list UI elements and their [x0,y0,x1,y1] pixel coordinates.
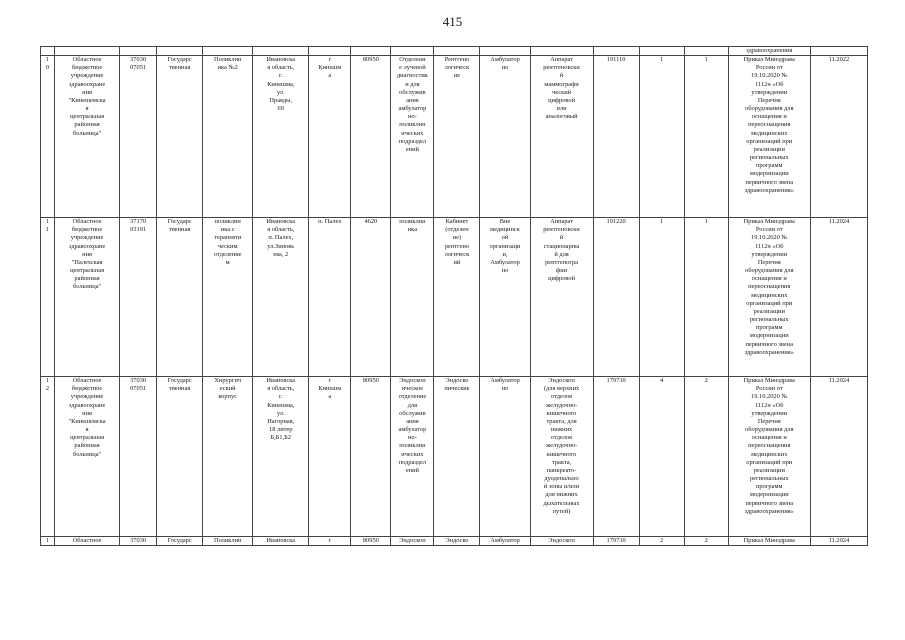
table-cell: 37030 07051 [120,56,157,218]
table-cell: Государс [157,537,203,546]
table-cell: 2 [684,537,728,546]
table-cell [203,47,253,56]
table-cell: г Кинешм а [309,377,351,537]
table-row [41,218,868,377]
table-cell: г [309,537,351,546]
table-cell: Аппарат рентгеновски й стационарны й для рентгеногра фии цифровой [530,218,593,377]
table-row [41,537,868,546]
table-cell: Ивановска [253,537,309,546]
table-cell: 1 2 [41,377,55,537]
page-number: 415 [442,14,463,29]
table-cell: Приказ Минздрава России от 19.10.2020 № 1112н «Об утверждении Перечня оборудования для оснащения и переоснащения медицинских организаций при реализации региональных программ модернизации первичного звена здравоохранения» [728,56,810,218]
table-cell: Эндоско [434,537,480,546]
table-cell [434,47,480,56]
table-cell [391,47,434,56]
table-cell: 80950 [351,537,391,546]
table-cell: Эндоскоп ическое отделение для обслужив ания амбулатор но- поликлин ических подраздел ений [391,377,434,537]
table-cell: Областное бюджетное учреждение здравоохране ния "Кинешемска я центральная районная больница" [55,377,120,537]
table-cell: 37170 03191 [120,218,157,377]
table-cell: 80950 [351,377,391,537]
table-cell: 1 [41,537,55,546]
table-cell: Вне медицинск ой организаци и, Амбулатор но [480,218,530,377]
table-cell: здравоохранения [728,47,810,56]
table-cell [810,47,867,56]
table-cell: 37030 [120,537,157,546]
table-cell: Эндоскоп (для верхних отделов желудочно- кишечного тракта, для нижних отделов желудочно- кишечного тракта, панкреато- дуоденально й зоны и/или для нижних дыхательных путей) [530,377,593,537]
table-cell [480,47,530,56]
table-cell [593,47,639,56]
table-cell: Эндоскоп [391,537,434,546]
table-cell [120,47,157,56]
table-row [41,56,868,218]
table-cell: 179730 [593,537,639,546]
table-cell: Областное бюджетное учреждение здравоохране ния "Кинешемска я центральная районная больница" [55,56,120,218]
table-cell [309,47,351,56]
table-cell: 2 [684,377,728,537]
table-cell: Приказ Минздрава [728,537,810,546]
table-cell: Ивановска я область, г. Кинешма, ул. Правды, 69 [253,56,309,218]
table-cell: Отделени е лучевой диагностик и для обслужив ания амбулатор но- поликлин ических подраздел ений [391,56,434,218]
table-cell: Государс твенная [157,377,203,537]
table-cell: Государс твенная [157,218,203,377]
table-cell [55,47,120,56]
table-cell: Кабинет (отделен ие) рентгено логическ ий [434,218,480,377]
table-cell: 11.2024 [810,377,867,537]
table-cell [41,47,55,56]
table-cell: 11.2024 [810,218,867,377]
table-cell [157,47,203,56]
table-cell: Приказ Минздрава России от 19.10.2020 № 1112н «Об утверждении Перечня оборудования для оснащения и переоснащения медицинских организаций при реализации региональных программ модернизации первичного звена здравоохранения» [728,377,810,537]
table-cell: 191110 [593,56,639,218]
table-cell: Областное бюджетное учреждение здравоохране ния "Палехская центральная районная больница" [55,218,120,377]
table-cell: Государс твенная [157,56,203,218]
table-cell: Областное [55,537,120,546]
table-cell [351,47,391,56]
table-cell: 191220 [593,218,639,377]
table-cell [684,47,728,56]
table-cell: Рентгено логическ ие [434,56,480,218]
table-cell: Поликлин ика №2 [203,56,253,218]
table-cell: 1 [684,56,728,218]
table-cell: 37030 07051 [120,377,157,537]
registry-table [40,46,868,546]
table-cell: Амбулатор [480,537,530,546]
table-cell: Приказ Минздрава России от 19.10.2020 № 1112н «Об утверждении Перечня оборудования для оснащения и переоснащения медицинских организаций при реализации региональных программ модернизации первичного звена здравоохранения» [728,218,810,377]
table-cell: Эндоскоп [530,537,593,546]
table-cell: поликлин ика с терапевти ческим отделение м [203,218,253,377]
table-cell: Ивановска я область, п. Палех, ул.Зиновь ева, 2 [253,218,309,377]
table-cell: 1 [684,218,728,377]
table-cell: Амбулатор но [480,377,530,537]
table-cell: Поликлин [203,537,253,546]
table-cell [639,47,684,56]
table-cell: 2 [639,537,684,546]
table-row [41,377,868,537]
table-cell: г Кинешм а [309,56,351,218]
table-row [41,47,868,56]
table-cell: 1 [639,56,684,218]
table-cell: Ивановска я область, г. Кинешма, ул. Нагорная, 18 литер Б,Б1,Б2 [253,377,309,537]
table-cell: 4 [639,377,684,537]
table-cell: п. Палех [309,218,351,377]
table-cell: 11.2022 [810,56,867,218]
table-cell: Аппарат рентгеновски й маммографи ческий цифровой или аналоговый [530,56,593,218]
table-cell: 1 1 [41,218,55,377]
table-cell: Хирургич еский корпус [203,377,253,537]
table-cell: 80950 [351,56,391,218]
table-cell: Амбулатор но [480,56,530,218]
table-cell [253,47,309,56]
table-cell: 1 0 [41,56,55,218]
table-cell: 11.2024 [810,537,867,546]
table-cell: поликлин ика [391,218,434,377]
table-cell: 4620 [351,218,391,377]
table-cell: 1 [639,218,684,377]
table-cell: Эндоско пические [434,377,480,537]
table-cell [530,47,593,56]
table-cell: 179730 [593,377,639,537]
